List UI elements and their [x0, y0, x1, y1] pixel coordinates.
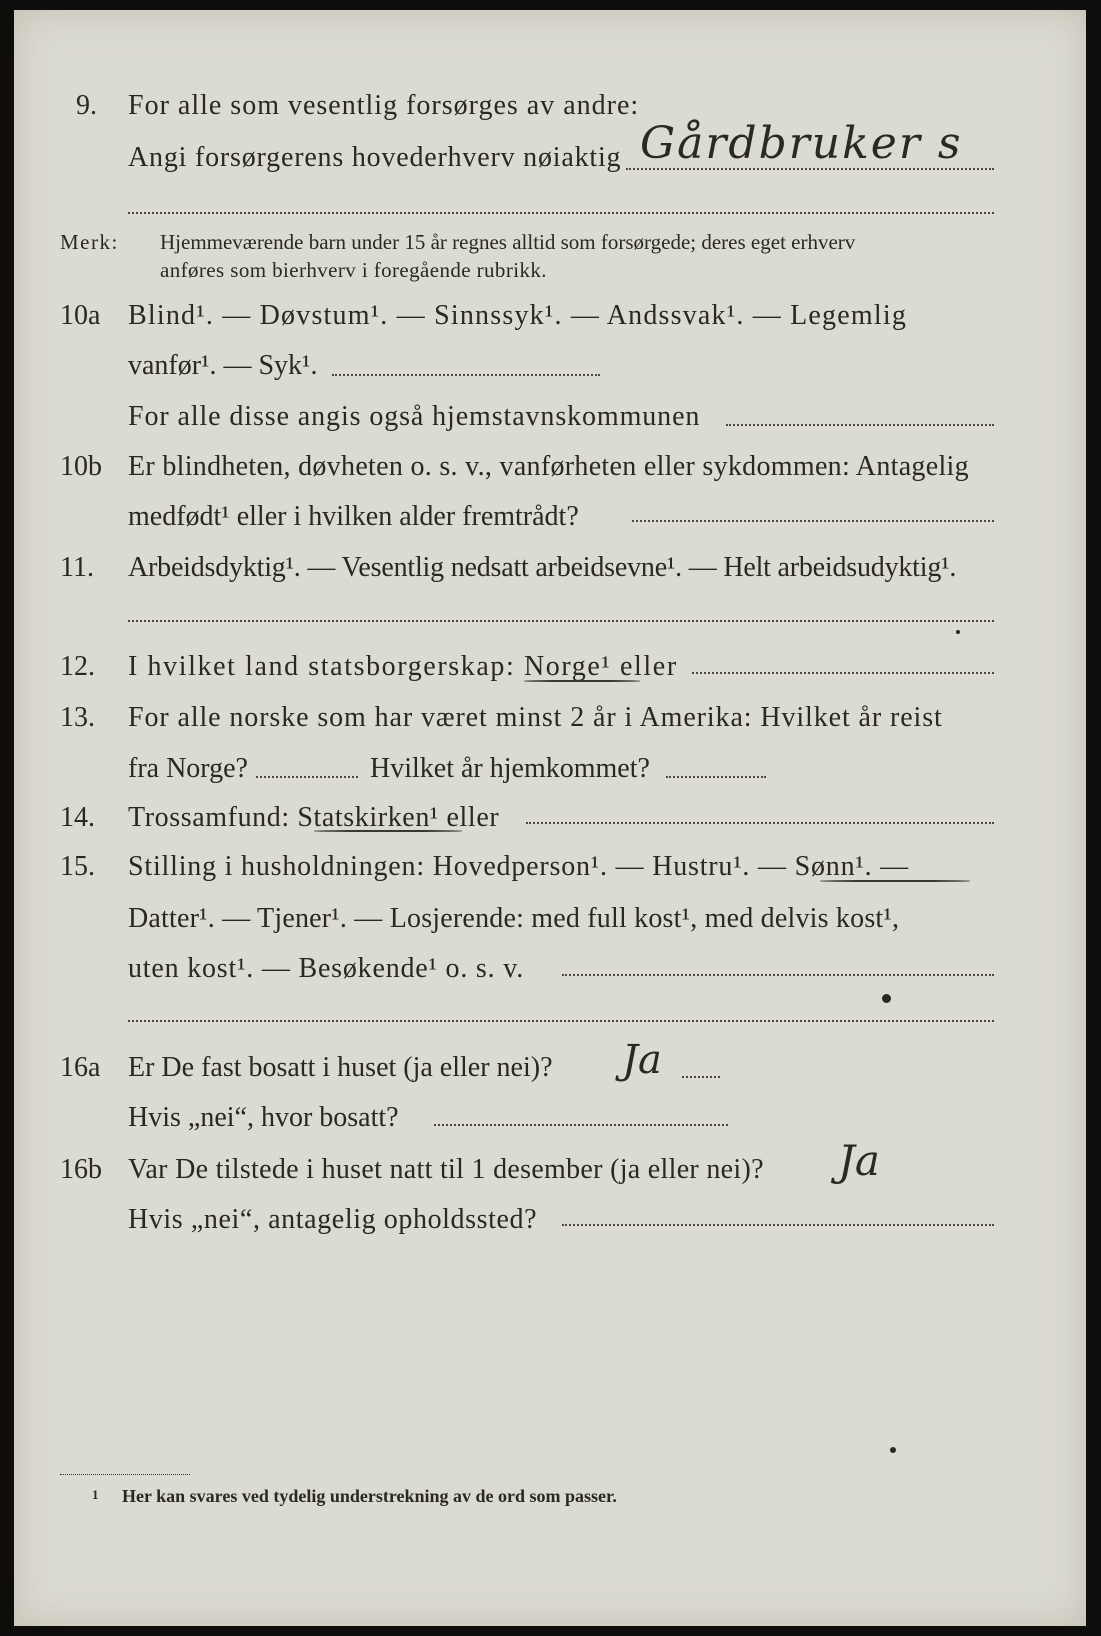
- q10b-number: 10b: [60, 451, 102, 482]
- footnote-mark: 1: [92, 1487, 99, 1502]
- q9-extra-line: [128, 212, 994, 214]
- q10a-line2: vanfør¹. — Syk¹.: [128, 350, 318, 381]
- q15-line3: uten kost¹. — Besøkende¹ o. s. v.: [128, 953, 525, 984]
- merk-line2: anføres som bierhverv i foregående rubrikk.: [160, 258, 547, 282]
- q9-number: 9.: [76, 90, 97, 121]
- q15-fill: [562, 974, 994, 976]
- q15-number: 15.: [60, 851, 95, 882]
- q10a-line2-fill: [332, 374, 600, 376]
- q9-handwritten-answer: Gårdbruker s: [640, 118, 963, 169]
- q16a-fill: [682, 1076, 720, 1078]
- q13-year-left-fill: [256, 776, 358, 778]
- q10a-line3: For alle disse angis også hjemstavnskommunen: [128, 401, 701, 432]
- q14-statskirken-underline: [314, 830, 462, 832]
- footnote-separator: [60, 1474, 190, 1475]
- q12-norge-underline: [524, 680, 640, 682]
- q11-line1: Arbeidsdyktig¹. — Vesentlig nedsatt arbeidsevne¹. — Helt arbeidsudyktig¹.: [128, 552, 957, 583]
- q16a-handwritten-answer: Ja: [622, 1037, 662, 1083]
- ink-speck: [882, 994, 891, 1003]
- ink-speck: [890, 1447, 896, 1453]
- merk-label: Merk:: [60, 230, 119, 254]
- q13-year-returned-fill: [666, 776, 766, 778]
- q13-line2a: fra Norge?: [128, 753, 248, 784]
- q13-number: 13.: [60, 702, 95, 733]
- q10a-line3-fill: [726, 424, 994, 426]
- q9-line2: Angi forsørgerens hovederhverv nøiaktig: [128, 142, 622, 173]
- q16b-line1: Var De tilstede i huset natt til 1 desember (ja eller nei)?: [128, 1154, 764, 1185]
- q14-fill: [526, 822, 994, 824]
- q10b-line1: Er blindheten, døvheten o. s. v., vanførheten eller sykdommen: Antagelig: [128, 451, 969, 482]
- q12-number: 12.: [60, 651, 95, 682]
- q12-fill: [692, 672, 994, 674]
- q13-line2b: Hvilket år hjemkommet?: [370, 753, 650, 784]
- q11-extra-line: [128, 620, 994, 622]
- q10b-line2-fill: [632, 520, 994, 522]
- q15-extra-line: [128, 1020, 994, 1022]
- q14-line1: Trossamfund: Statskirken¹ eller: [128, 802, 500, 833]
- q16a-line2: Hvis „nei“, hvor bosatt?: [128, 1102, 399, 1133]
- q16a-line2-fill: [434, 1124, 728, 1126]
- q16b-handwritten-answer: Ja: [838, 1136, 880, 1185]
- census-form-page: [14, 10, 1086, 1626]
- q11-number: 11.: [60, 552, 94, 583]
- q14-number: 14.: [60, 802, 95, 833]
- q10a-line1: Blind¹. — Døvstum¹. — Sinnssyk¹. — Andssvak¹. — Legemlig: [128, 300, 908, 331]
- q16b-line2: Hvis „nei“, antagelig opholdssted?: [128, 1204, 538, 1235]
- q13-line1: For alle norske som har været minst 2 år i Amerika: Hvilket år reist: [128, 702, 943, 733]
- q16b-number: 16b: [60, 1154, 102, 1185]
- q15-line1: Stilling i husholdningen: Hovedperson¹. — Hustru¹. — Sønn¹. —: [128, 851, 909, 882]
- q16a-number: 16a: [60, 1052, 101, 1083]
- ink-speck: [956, 630, 960, 634]
- q15-sonn-underline: [820, 880, 970, 882]
- q12-line1: I hvilket land statsborgerskap: Norge¹ eller: [128, 651, 678, 682]
- q15-line2: Datter¹. — Tjener¹. — Losjerende: med full kost¹, med delvis kost¹,: [128, 903, 900, 934]
- q16a-line1: Er De fast bosatt i huset (ja eller nei)?: [128, 1052, 553, 1083]
- q10a-number: 10a: [60, 300, 101, 331]
- q9-line1: For alle som vesentlig forsørges av andre:: [128, 90, 640, 121]
- q10b-line2: medfødt¹ eller i hvilken alder fremtrådt?: [128, 501, 579, 532]
- q16b-line2-fill: [562, 1224, 994, 1226]
- footnote-text: Her kan svares ved tydelig understrekning av de ord som passer.: [122, 1486, 617, 1506]
- merk-line1: Hjemmeværende barn under 15 år regnes alltid som forsørgede; deres eget erhverv: [160, 230, 856, 254]
